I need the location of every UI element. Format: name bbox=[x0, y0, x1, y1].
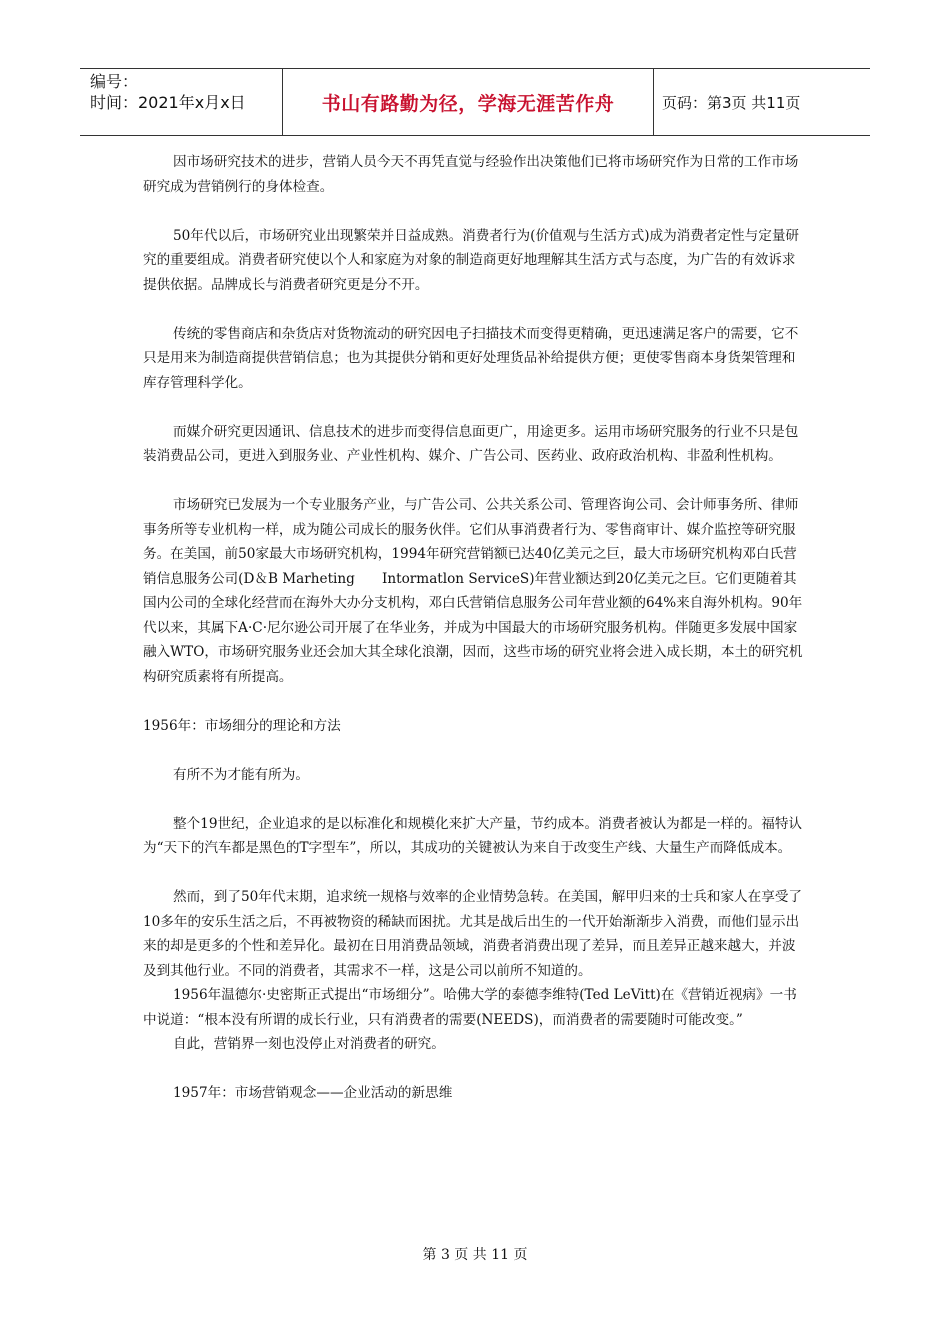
paragraph: 因市场研究技术的进步，营销人员今天不再凭直觉与经验作出决策他们已将市场研究作为日常的工作市场研究成为营销例行的身体检查。 bbox=[143, 154, 799, 195]
paragraph: 整个19世纪，企业追求的是以标准化和规模化来扩大产量，节约成本。消费者被认为都是一样的。福特认为“天下的汽车都是黑色的T字型车”，所以，其成功的关键被认为来自于改变生产线、大量生产而降低成本。 bbox=[143, 815, 803, 856]
page-footer: 第 3 页 共 11 页 bbox=[422, 1247, 528, 1263]
paragraph: 然而，到了50年代末期，追求统一规格与效率的企业情势急转。在美国，解甲归来的士兵和家人在享受了10多年的安乐生活之后，不再被物资的稀缺而困扰。尤其是战后出生的一代开始渐渐步入消费，而他们显示出来的却是更多的个性和差异化。最初在日用消费品领域，消费者消费出现了差异，而且差异正越来越大，并波及到其他行业。不同的消费者，其需求不一样，这是公司以前所不知道的。 bbox=[143, 889, 803, 979]
document-time-label: 时间：2021年x月x日 bbox=[90, 93, 246, 112]
header-page-info: 页码：第3页 共11页 bbox=[662, 93, 801, 112]
paragraph: 市场研究已发展为一个专业服务产业，与广告公司、公共关系公司、管理咨询公司、会计师事务所、律师事务所等专业机构一样，成为随公司成长的服务伙伴。它们从事消费者行为、零售商审计、媒介监控等研究服务。在美国，前50家最大市场研究机构，1994年研究营销额已达40亿美元之巨，最大市场研究机构邓白氏营销信息服务公司(D＆B Marheting Intormatlon ServiceS)年营业额达到20亿美元之巨。它们更随着其国内公司的全球化经营而在海外大办分支机构，邓白氏营销信息服务公司年营业额的64%来自海外机构。90年代以来，其属下A·C·尼尔逊公司开展了在华业务，并成为中国最大的市场研究服务机构。伴随更多发展中国家融入WTO，市场研究服务业还会加大其全球化浪潮，因而，这些市场的研究业将会进入成长期，本土的研究机构研究质素将有所提高。 bbox=[143, 497, 803, 685]
paragraph: 而媒介研究更因通讯、信息技术的进步而变得信息面更广，用途更多。运用市场研究服务的行业不只是包装消费品公司，更进入到服务业、产业性机构、媒介、广告公司、医药业、政府政治机构、非盈利性机构。 bbox=[143, 423, 799, 464]
paragraph: 传统的零售商店和杂货店对货物流动的研究因电子扫描技术而变得更精确，更迅速满足客户的需要，它不只是用来为制造商提供营销信息；也为其提供分销和更好处理货品补给提供方便；更使零售商本身货架管理和库存管理科学化。 bbox=[143, 325, 799, 391]
header-meta bbox=[80, 69, 282, 135]
paragraph: 50年代以后，市场研究业出现繁荣并日益成熟。消费者行为(价值观与生活方式)成为消费者定性与定量研究的重要组成。消费者研究使以个人和家庭为对象的制造商更好地理解其生活方式与态度，为广告的有效诉求提供依据。品牌成长与消费者研究更是分不开。 bbox=[143, 227, 800, 293]
paragraph: 自此，营销界一刻也没停止对消费者的研究。 bbox=[173, 1036, 445, 1052]
section-heading: 1956年：市场细分的理论和方法 bbox=[143, 717, 341, 734]
page-header bbox=[80, 68, 870, 136]
document-number-label: 编号： bbox=[90, 72, 139, 91]
paragraph: 有所不为才能有所为。 bbox=[173, 766, 309, 783]
header-motto: 书山有路勤为径，学海无涯苦作舟 bbox=[282, 69, 654, 135]
document-body bbox=[143, 150, 808, 1106]
paragraph: 1956年温德尔·史密斯正式提出“市场细分”。哈佛大学的泰德李维特(Ted LeVitt)在《营销近视病》一书中说道：“根本没有所谓的成长行业，只有消费者的需要(NEEDS)，而消费者的需要随时可能改变。” bbox=[143, 987, 797, 1028]
section-heading: 1957年：市场营销观念——企业活动的新思维 bbox=[173, 1085, 453, 1101]
